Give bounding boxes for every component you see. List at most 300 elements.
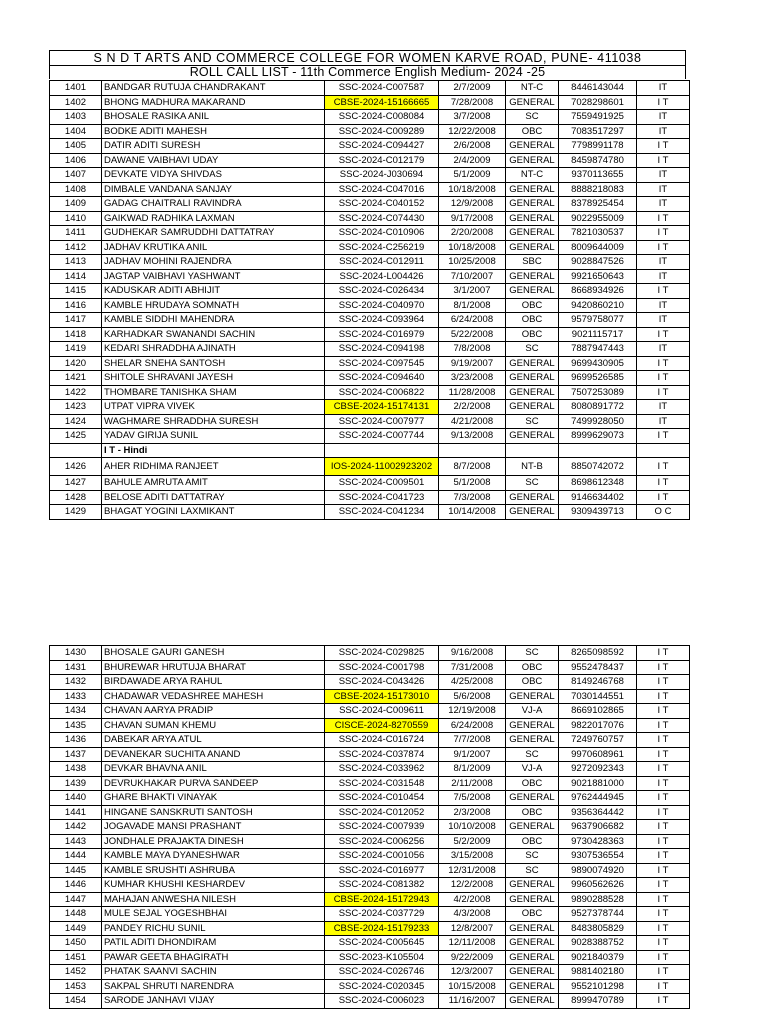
birth-date-cell: 5/6/2008 (439, 689, 506, 704)
category-cell: SC (506, 342, 559, 357)
table-row (50, 197, 690, 212)
category-cell: GENERAL (506, 950, 559, 965)
board-seat-id-cell: SSC-2024-C016724 (325, 733, 439, 748)
board-seat-id-cell: SSC-2024-C029825 (325, 646, 439, 661)
birth-date-cell: 12/31/2008 (439, 863, 506, 878)
birth-date-cell: 6/24/2008 (439, 718, 506, 733)
student-name-cell: KAMBLE SRUSHTI ASHRUBA (102, 863, 325, 878)
phone-number-cell: 9970608961 (559, 747, 637, 762)
category-cell: GENERAL (506, 892, 559, 907)
student-name-cell: SAKPAL SHRUTI NARENDRA (102, 979, 325, 994)
phone-number-cell: 9307536554 (559, 849, 637, 864)
phone-number-cell: 9022955009 (559, 211, 637, 226)
birth-date-cell: 4/25/2008 (439, 675, 506, 690)
birth-date-cell: 9/1/2007 (439, 747, 506, 762)
table-row (50, 124, 690, 139)
birth-date-cell: 5/2/2009 (439, 834, 506, 849)
board-seat-id-cell: SSC-2024-C031548 (325, 776, 439, 791)
birth-date-cell: 3/1/2007 (439, 284, 506, 299)
birth-date-cell: 7/10/2007 (439, 269, 506, 284)
stream-cell: I T (637, 834, 690, 849)
birth-date-cell: 9/22/2009 (439, 950, 506, 965)
student-name-cell: BHOSALE GAURI GANESH (102, 646, 325, 661)
roll-number-cell: 1441 (50, 805, 102, 820)
birth-date-cell: 4/3/2008 (439, 907, 506, 922)
empty-cell (325, 443, 439, 458)
category-cell: SC (506, 476, 559, 491)
board-seat-id-cell: SSC-2024-C256219 (325, 240, 439, 255)
birth-date-cell: 12/19/2008 (439, 704, 506, 719)
category-cell: VJ-A (506, 704, 559, 719)
birth-date-cell: 3/23/2008 (439, 371, 506, 386)
table-row (50, 168, 690, 183)
table-row (50, 747, 690, 762)
phone-number-cell: 9890074920 (559, 863, 637, 878)
student-name-cell: BIRDAWADE ARYA RAHUL (102, 675, 325, 690)
roll-number-cell: 1409 (50, 197, 102, 212)
table-row (50, 385, 690, 400)
birth-date-cell: 5/22/2008 (439, 327, 506, 342)
board-seat-id-cell: SSC-2024-C093964 (325, 313, 439, 328)
phone-number-cell: 9552478437 (559, 660, 637, 675)
table-row (50, 820, 690, 835)
birth-date-cell: 5/1/2008 (439, 476, 506, 491)
birth-date-cell: 12/3/2007 (439, 965, 506, 980)
stream-cell: IT (637, 81, 690, 96)
roll-number-cell: 1437 (50, 747, 102, 762)
table-row (50, 863, 690, 878)
table-row (50, 950, 690, 965)
roll-number-cell: 1449 (50, 921, 102, 936)
student-name-cell: KAMBLE SIDDHI MAHENDRA (102, 313, 325, 328)
category-cell: GENERAL (506, 505, 559, 520)
board-seat-id-cell: IOS-2024-11002923202 (325, 458, 439, 476)
phone-number-cell: 9527378744 (559, 907, 637, 922)
stream-cell: IT (637, 255, 690, 270)
student-name-cell: GUDHEKAR SAMRUDDHI DATTATRAY (102, 226, 325, 241)
category-cell: GENERAL (506, 139, 559, 154)
stream-cell: IT (637, 168, 690, 183)
phone-number-cell: 9881402180 (559, 965, 637, 980)
birth-date-cell: 11/16/2007 (439, 994, 506, 1009)
stream-cell: I T (637, 675, 690, 690)
phone-number-cell: 8459874780 (559, 153, 637, 168)
board-seat-id-cell: SSC-2024-C041234 (325, 505, 439, 520)
board-seat-id-cell: CBSE-2024-15174131 (325, 400, 439, 415)
birth-date-cell: 10/18/2008 (439, 182, 506, 197)
table-row (50, 269, 690, 284)
stream-cell: I T (637, 153, 690, 168)
birth-date-cell: 4/21/2008 (439, 414, 506, 429)
student-name-cell: KAMBLE HRUDAYA SOMNATH (102, 298, 325, 313)
phone-number-cell: 8999629073 (559, 429, 637, 444)
phone-number-cell: 9552101298 (559, 979, 637, 994)
category-cell: GENERAL (506, 718, 559, 733)
table-row (50, 327, 690, 342)
student-name-cell: BODKE ADITI MAHESH (102, 124, 325, 139)
student-name-cell: JAGTAP VAIBHAVI YASHWANT (102, 269, 325, 284)
roll-number-cell: 1436 (50, 733, 102, 748)
category-cell: SC (506, 849, 559, 864)
table-row (50, 298, 690, 313)
category-cell: GENERAL (506, 429, 559, 444)
phone-number-cell: 7559491925 (559, 110, 637, 125)
phone-number-cell: 8265098592 (559, 646, 637, 661)
board-seat-id-cell: SSC-2024-C026434 (325, 284, 439, 299)
category-cell: GENERAL (506, 936, 559, 951)
board-seat-id-cell: CBSE-2024-15179233 (325, 921, 439, 936)
phone-number-cell: 9021115717 (559, 327, 637, 342)
board-seat-id-cell: SSC-2024-C001056 (325, 849, 439, 864)
student-name-cell: THOMBARE TANISHKA SHAM (102, 385, 325, 400)
category-cell: GENERAL (506, 197, 559, 212)
table-row (50, 490, 690, 505)
category-cell: GENERAL (506, 226, 559, 241)
board-seat-id-cell: SSC-2024-J030694 (325, 168, 439, 183)
phone-number-cell: 9762444945 (559, 791, 637, 806)
birth-date-cell: 2/2/2008 (439, 400, 506, 415)
student-name-cell: DATIR ADITI SURESH (102, 139, 325, 154)
stream-cell: I T (637, 356, 690, 371)
category-cell: GENERAL (506, 211, 559, 226)
roll-number-cell: 1442 (50, 820, 102, 835)
phone-number-cell: 8009644009 (559, 240, 637, 255)
phone-number-cell: 9356364442 (559, 805, 637, 820)
roll-number-cell: 1454 (50, 994, 102, 1009)
roll-number-cell: 1451 (50, 950, 102, 965)
stream-cell: I T (637, 646, 690, 661)
table-row (50, 255, 690, 270)
empty-cell (559, 443, 637, 458)
stream-cell: I T (637, 139, 690, 154)
student-name-cell: BHOSALE RASIKA ANIL (102, 110, 325, 125)
stream-cell: I T (637, 371, 690, 386)
birth-date-cell: 4/2/2008 (439, 892, 506, 907)
table-row (50, 718, 690, 733)
roll-number-cell: 1424 (50, 414, 102, 429)
roll-number-cell: 1428 (50, 490, 102, 505)
birth-date-cell: 10/10/2008 (439, 820, 506, 835)
table-row (50, 139, 690, 154)
table-row (50, 429, 690, 444)
student-name-cell: DIMBALE VANDANA SANJAY (102, 182, 325, 197)
phone-number-cell: 7083517297 (559, 124, 637, 139)
list-title: ROLL CALL LIST - 11th Commerce English Medium- 2024 -25 (189, 65, 546, 79)
board-seat-id-cell: CBSE-2024-15173010 (325, 689, 439, 704)
birth-date-cell: 7/31/2008 (439, 660, 506, 675)
board-seat-id-cell: SSC-2024-C012052 (325, 805, 439, 820)
table-row (50, 776, 690, 791)
student-name-cell: AHER RIDHIMA RANJEET (102, 458, 325, 476)
table-row (50, 110, 690, 125)
board-seat-id-cell: SSC-2024-C043426 (325, 675, 439, 690)
category-cell: GENERAL (506, 965, 559, 980)
category-cell: GENERAL (506, 820, 559, 835)
empty-cell (439, 443, 506, 458)
phone-number-cell: 9637906682 (559, 820, 637, 835)
board-seat-id-cell: SSC-2024-C007744 (325, 429, 439, 444)
category-cell: VJ-A (506, 762, 559, 777)
student-name-cell: KEDARI SHRADDHA AJINATH (102, 342, 325, 357)
board-seat-id-cell: SSC-2024-C040970 (325, 298, 439, 313)
stream-cell: IT (637, 182, 690, 197)
board-seat-id-cell: SSC-2024-C009611 (325, 704, 439, 719)
table-row (50, 226, 690, 241)
phone-number-cell: 7887947443 (559, 342, 637, 357)
student-name-cell: DEVANEKAR SUCHITA ANAND (102, 747, 325, 762)
category-cell: GENERAL (506, 269, 559, 284)
board-seat-id-cell: SSC-2024-C074430 (325, 211, 439, 226)
roll-number-cell: 1453 (50, 979, 102, 994)
birth-date-cell: 2/7/2009 (439, 81, 506, 96)
birth-date-cell: 7/3/2008 (439, 490, 506, 505)
roll-number-cell: 1444 (50, 849, 102, 864)
roll-number-cell: 1413 (50, 255, 102, 270)
roll-number-cell: 1402 (50, 95, 102, 110)
board-seat-id-cell: SSC-2024-L004426 (325, 269, 439, 284)
board-seat-id-cell: SSC-2024-C008084 (325, 110, 439, 125)
category-cell: OBC (506, 327, 559, 342)
student-name-cell: MAHAJAN ANWESHA NILESH (102, 892, 325, 907)
stream-cell: I T (637, 95, 690, 110)
phone-number-cell: 9822017076 (559, 718, 637, 733)
birth-date-cell: 2/20/2008 (439, 226, 506, 241)
phone-number-cell: 8668934926 (559, 284, 637, 299)
board-seat-id-cell: CISCE-2024-8270559 (325, 718, 439, 733)
roll-number-cell: 1414 (50, 269, 102, 284)
student-name-cell: KADUSKAR ADITI ABHIJIT (102, 284, 325, 299)
category-cell: OBC (506, 675, 559, 690)
phone-number-cell: 8446143044 (559, 81, 637, 96)
board-seat-id-cell: SSC-2024-C047016 (325, 182, 439, 197)
table-row (50, 342, 690, 357)
table-row (50, 733, 690, 748)
roll-number-cell: 1427 (50, 476, 102, 491)
birth-date-cell: 2/11/2008 (439, 776, 506, 791)
category-cell: GENERAL (506, 689, 559, 704)
birth-date-cell: 9/17/2008 (439, 211, 506, 226)
student-name-cell: JONDHALE PRAJAKTA DINESH (102, 834, 325, 849)
birth-date-cell: 8/7/2008 (439, 458, 506, 476)
roll-number-cell: 1440 (50, 791, 102, 806)
stream-cell: I T (637, 805, 690, 820)
student-name-cell: BHAGAT YOGINI LAXMIKANT (102, 505, 325, 520)
board-seat-id-cell: SSC-2024-C016977 (325, 863, 439, 878)
table-row (50, 878, 690, 893)
phone-number-cell: 8378925454 (559, 197, 637, 212)
birth-date-cell: 9/19/2007 (439, 356, 506, 371)
category-cell: GENERAL (506, 95, 559, 110)
table-row (50, 834, 690, 849)
table-row (50, 689, 690, 704)
roll-call-table-page-2 (49, 645, 690, 1009)
birth-date-cell: 10/18/2008 (439, 240, 506, 255)
phone-number-cell: 9699430905 (559, 356, 637, 371)
category-cell: GENERAL (506, 284, 559, 299)
board-seat-id-cell: SSC-2024-C016979 (325, 327, 439, 342)
stream-cell: I T (637, 863, 690, 878)
category-cell: OBC (506, 907, 559, 922)
roll-number-cell: 1410 (50, 211, 102, 226)
birth-date-cell: 9/13/2008 (439, 429, 506, 444)
phone-number-cell: 7028298601 (559, 95, 637, 110)
roll-number-cell: 1421 (50, 371, 102, 386)
phone-number-cell: 9370113655 (559, 168, 637, 183)
phone-number-cell: 8080891772 (559, 400, 637, 415)
stream-cell: I T (637, 476, 690, 491)
stream-cell: I T (637, 907, 690, 922)
roll-number-cell: 1443 (50, 834, 102, 849)
category-cell: SC (506, 646, 559, 661)
board-seat-id-cell: SSC-2024-C026746 (325, 965, 439, 980)
birth-date-cell: 5/1/2009 (439, 168, 506, 183)
birth-date-cell: 2/4/2009 (439, 153, 506, 168)
category-cell: GENERAL (506, 979, 559, 994)
stream-cell: IT (637, 298, 690, 313)
student-name-cell: JOGAVADE MANSI PRASHANT (102, 820, 325, 835)
board-seat-id-cell: SSC-2024-C094640 (325, 371, 439, 386)
phone-number-cell: 8999470789 (559, 994, 637, 1009)
birth-date-cell: 10/14/2008 (439, 505, 506, 520)
category-cell: NT-C (506, 168, 559, 183)
board-seat-id-cell: CBSE-2024-15166665 (325, 95, 439, 110)
stream-cell: I T (637, 284, 690, 299)
student-name-cell: PHATAK SAANVI SACHIN (102, 965, 325, 980)
phone-number-cell: 9960562626 (559, 878, 637, 893)
stream-cell: I T (637, 660, 690, 675)
student-name-cell: DEVKATE VIDYA SHIVDAS (102, 168, 325, 183)
student-name-cell: DABEKAR ARYA ATUL (102, 733, 325, 748)
roll-number-cell: 1430 (50, 646, 102, 661)
roll-number-cell: 1412 (50, 240, 102, 255)
roll-number-cell: 1422 (50, 385, 102, 400)
table-row (50, 211, 690, 226)
board-seat-id-cell: SSC-2024-C009501 (325, 476, 439, 491)
stream-cell: I T (637, 226, 690, 241)
student-name-cell: GADAG CHAITRALI RAVINDRA (102, 197, 325, 212)
birth-date-cell: 8/1/2008 (439, 298, 506, 313)
stream-cell: I T (637, 733, 690, 748)
birth-date-cell: 12/22/2008 (439, 124, 506, 139)
table-row (50, 936, 690, 951)
student-name-cell: PATIL ADITI DHONDIRAM (102, 936, 325, 951)
student-name-cell: BANDGAR RUTUJA CHANDRAKANT (102, 81, 325, 96)
board-seat-id-cell: SSC-2024-C081382 (325, 878, 439, 893)
birth-date-cell: 12/11/2008 (439, 936, 506, 951)
phone-number-cell: 9699526585 (559, 371, 637, 386)
birth-date-cell: 3/15/2008 (439, 849, 506, 864)
stream-cell: I T (637, 747, 690, 762)
list-header (49, 50, 686, 79)
roll-number-cell: 1416 (50, 298, 102, 313)
student-name-cell: KAMBLE MAYA DYANESHWAR (102, 849, 325, 864)
table-row (50, 240, 690, 255)
student-name-cell: BHONG MADHURA MAKARAND (102, 95, 325, 110)
stream-cell: IT (637, 342, 690, 357)
student-name-cell: PAWAR GEETA BHAGIRATH (102, 950, 325, 965)
category-cell: OBC (506, 660, 559, 675)
roll-number-cell: 1418 (50, 327, 102, 342)
table-row (50, 356, 690, 371)
student-name-cell: UTPAT VIPRA VIVEK (102, 400, 325, 415)
stream-cell: I T (637, 718, 690, 733)
roll-number-cell: 1448 (50, 907, 102, 922)
student-name-cell: DAWANE VAIBHAVI UDAY (102, 153, 325, 168)
stream-cell: IT (637, 124, 690, 139)
board-seat-id-cell: SSC-2024-C009289 (325, 124, 439, 139)
stream-cell: O C (637, 505, 690, 520)
board-seat-id-cell: SSC-2024-C037729 (325, 907, 439, 922)
table-row (50, 414, 690, 429)
table-row (50, 907, 690, 922)
board-seat-id-cell: SSC-2024-C006256 (325, 834, 439, 849)
student-name-cell: JADHAV KRUTIKA ANIL (102, 240, 325, 255)
table-row (50, 704, 690, 719)
student-name-cell: BHUREWAR HRUTUJA BHARAT (102, 660, 325, 675)
roll-number-cell: 1446 (50, 878, 102, 893)
table-row (50, 458, 690, 476)
board-seat-id-cell: SSC-2024-C007939 (325, 820, 439, 835)
category-cell: GENERAL (506, 385, 559, 400)
roll-number-cell: 1404 (50, 124, 102, 139)
phone-number-cell: 7507253089 (559, 385, 637, 400)
table-row (50, 505, 690, 520)
table-row (50, 81, 690, 96)
category-cell: GENERAL (506, 878, 559, 893)
birth-date-cell: 9/16/2008 (439, 646, 506, 661)
roll-number-cell: 1434 (50, 704, 102, 719)
category-cell: GENERAL (506, 182, 559, 197)
table-row (50, 284, 690, 299)
stream-cell: I T (637, 385, 690, 400)
board-seat-id-cell: SSC-2024-C033962 (325, 762, 439, 777)
category-cell: NT-C (506, 81, 559, 96)
roll-number-cell: 1432 (50, 675, 102, 690)
stream-cell: I T (637, 965, 690, 980)
roll-number-cell: 1439 (50, 776, 102, 791)
roll-number-cell: 1407 (50, 168, 102, 183)
table-row (50, 313, 690, 328)
phone-number-cell: 9579758077 (559, 313, 637, 328)
roll-number-cell: 1447 (50, 892, 102, 907)
college-name: S N D T ARTS AND COMMERCE COLLEGE FOR WOMEN KARVE ROAD, PUNE- 411038 (93, 51, 642, 65)
category-cell: OBC (506, 298, 559, 313)
birth-date-cell: 11/28/2008 (439, 385, 506, 400)
phone-number-cell: 9028388752 (559, 936, 637, 951)
roll-number-cell: 1429 (50, 505, 102, 520)
category-cell: GENERAL (506, 791, 559, 806)
category-cell: GENERAL (506, 356, 559, 371)
category-cell: OBC (506, 776, 559, 791)
birth-date-cell: 6/24/2008 (439, 313, 506, 328)
table-row (50, 400, 690, 415)
board-seat-id-cell: SSC-2024-C012179 (325, 153, 439, 168)
section-label: I T - Hindi (102, 443, 325, 458)
stream-cell: I T (637, 327, 690, 342)
phone-number-cell: 8149246768 (559, 675, 637, 690)
table-row (50, 182, 690, 197)
section-header-row (50, 443, 690, 458)
empty-cell (506, 443, 559, 458)
table-row (50, 476, 690, 491)
roll-call-table-page-1 (49, 80, 690, 520)
phone-number-cell: 8888218083 (559, 182, 637, 197)
roll-number-cell: 1445 (50, 863, 102, 878)
student-name-cell: GAIKWAD RADHIKA LAXMAN (102, 211, 325, 226)
board-seat-id-cell: SSC-2024-C094198 (325, 342, 439, 357)
stream-cell: I T (637, 936, 690, 951)
roll-number-cell: 1403 (50, 110, 102, 125)
